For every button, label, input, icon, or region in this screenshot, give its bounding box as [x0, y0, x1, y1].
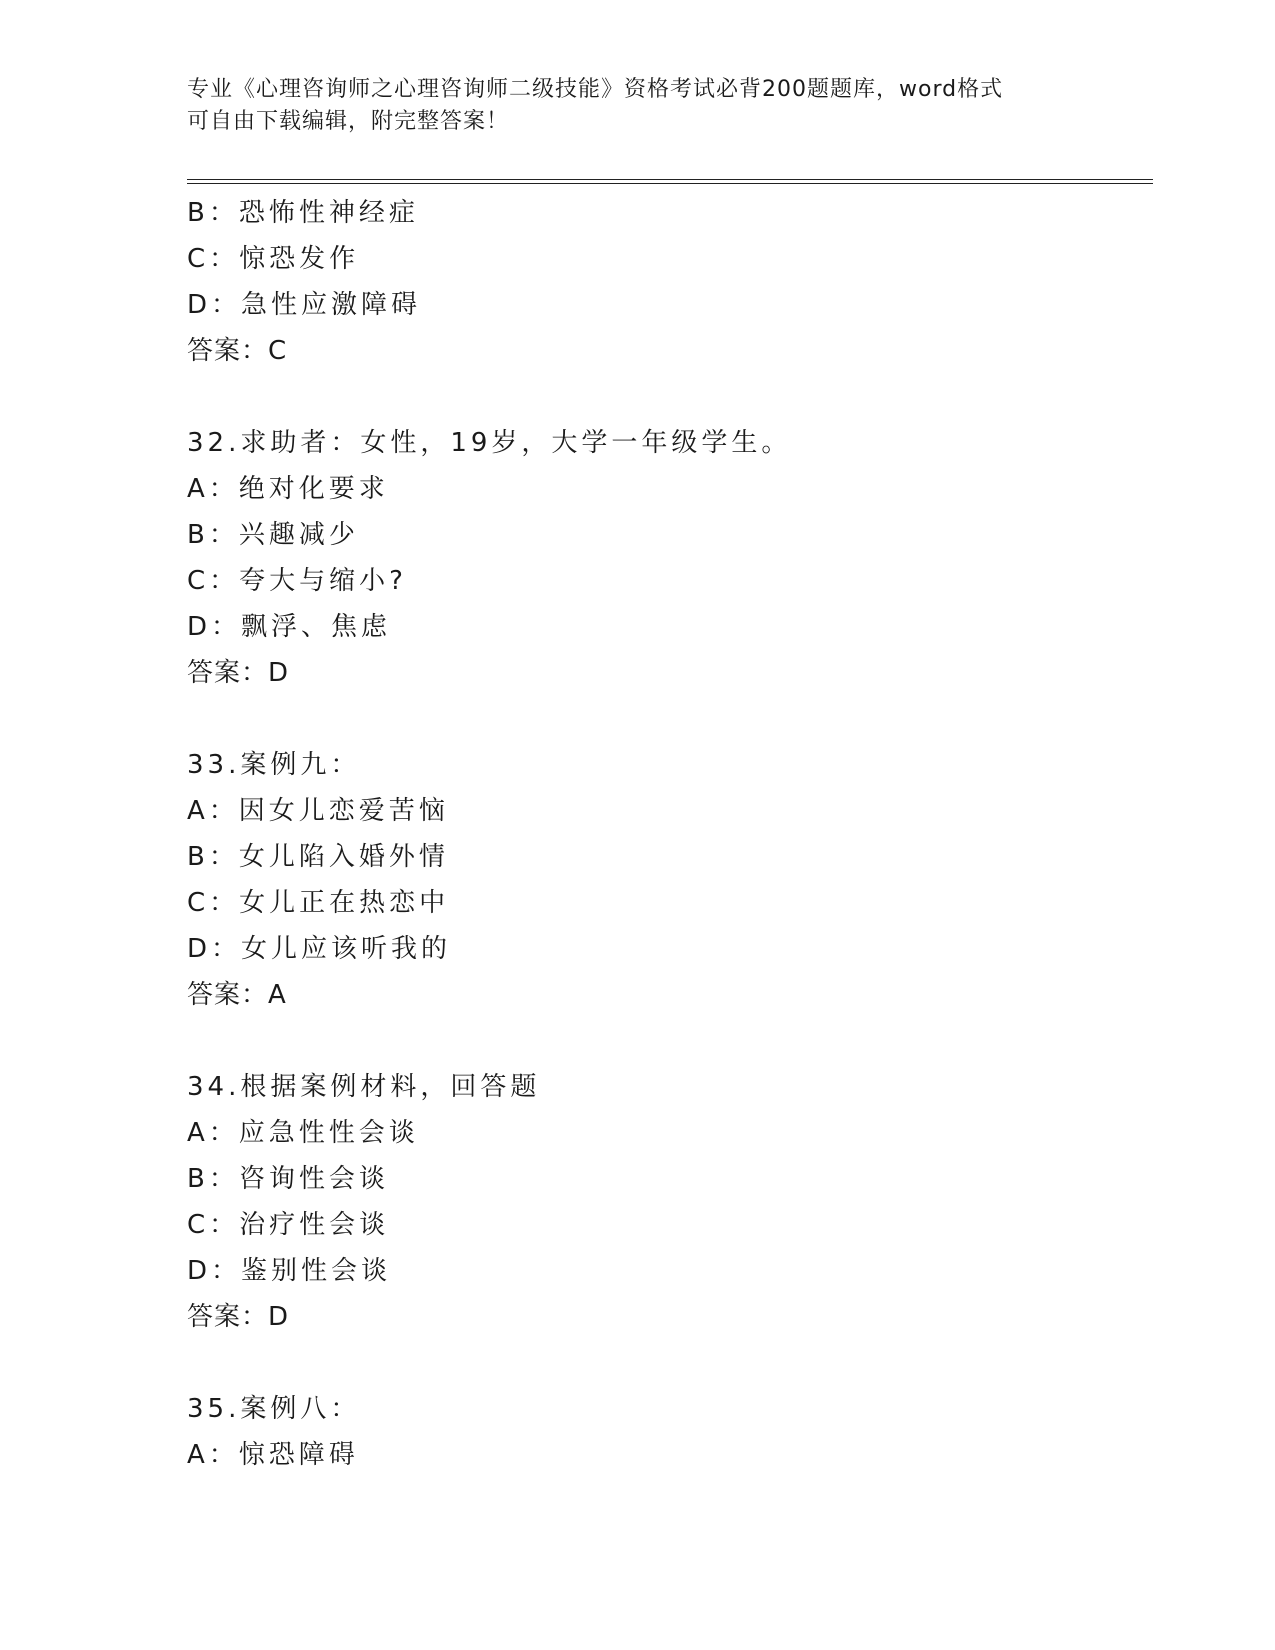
answer-line: 答案：D: [187, 1302, 290, 1332]
option-line: B：女儿陷入婚外情: [187, 842, 449, 872]
option-line: A：因女儿恋爱苦恼: [187, 796, 449, 826]
option-line: C：惊恐发作: [187, 244, 360, 274]
option-line: A：应急性性会谈: [187, 1118, 419, 1148]
header-divider-bottom: [187, 183, 1153, 184]
question-block: [187, 1064, 1147, 1340]
spacer: [187, 696, 1147, 742]
spacer: [187, 1018, 1147, 1064]
option-line: D：鉴别性会谈: [187, 1256, 392, 1286]
option-line: D：飘浮、焦虑: [187, 612, 392, 642]
question-list: [187, 190, 1147, 1478]
answer-line: 答案：A: [187, 980, 287, 1010]
option-line: C：治疗性会谈: [187, 1210, 390, 1240]
answer-line: 答案：D: [187, 658, 290, 688]
spacer: [187, 374, 1147, 420]
question-block: [187, 1386, 1147, 1478]
question-block: [187, 420, 1147, 696]
option-line: D：女儿应该听我的: [187, 934, 452, 964]
answer-line: 答案：C: [187, 336, 288, 366]
header-divider-top: [187, 179, 1153, 180]
option-line: B：咨询性会谈: [187, 1164, 389, 1194]
question-stem: 34.根据案例材料，回答题: [187, 1072, 541, 1102]
question-block: [187, 190, 1147, 374]
option-line: C：女儿正在热恋中: [187, 888, 450, 918]
question-stem: 32.求助者：女性，19岁，大学一年级学生。: [187, 428, 792, 458]
header-line-1: 专业《心理咨询师之心理咨询师二级技能》资格考试必背200题题库，word格式: [187, 77, 1004, 102]
spacer: [187, 1340, 1147, 1386]
option-line: D：急性应激障碍: [187, 290, 422, 320]
question-stem: 35.案例八：: [187, 1394, 361, 1424]
document-header: [187, 74, 1087, 138]
question-stem: 33.案例九：: [187, 750, 361, 780]
header-line-2: 可自由下载编辑，附完整答案！: [187, 109, 510, 134]
option-line: A：惊恐障碍: [187, 1440, 359, 1470]
option-line: B：兴趣减少: [187, 520, 359, 550]
option-line: A：绝对化要求: [187, 474, 389, 504]
question-block: [187, 742, 1147, 1018]
option-line: C：夸大与缩小?: [187, 566, 407, 596]
option-line: B：恐怖性神经症: [187, 198, 419, 228]
